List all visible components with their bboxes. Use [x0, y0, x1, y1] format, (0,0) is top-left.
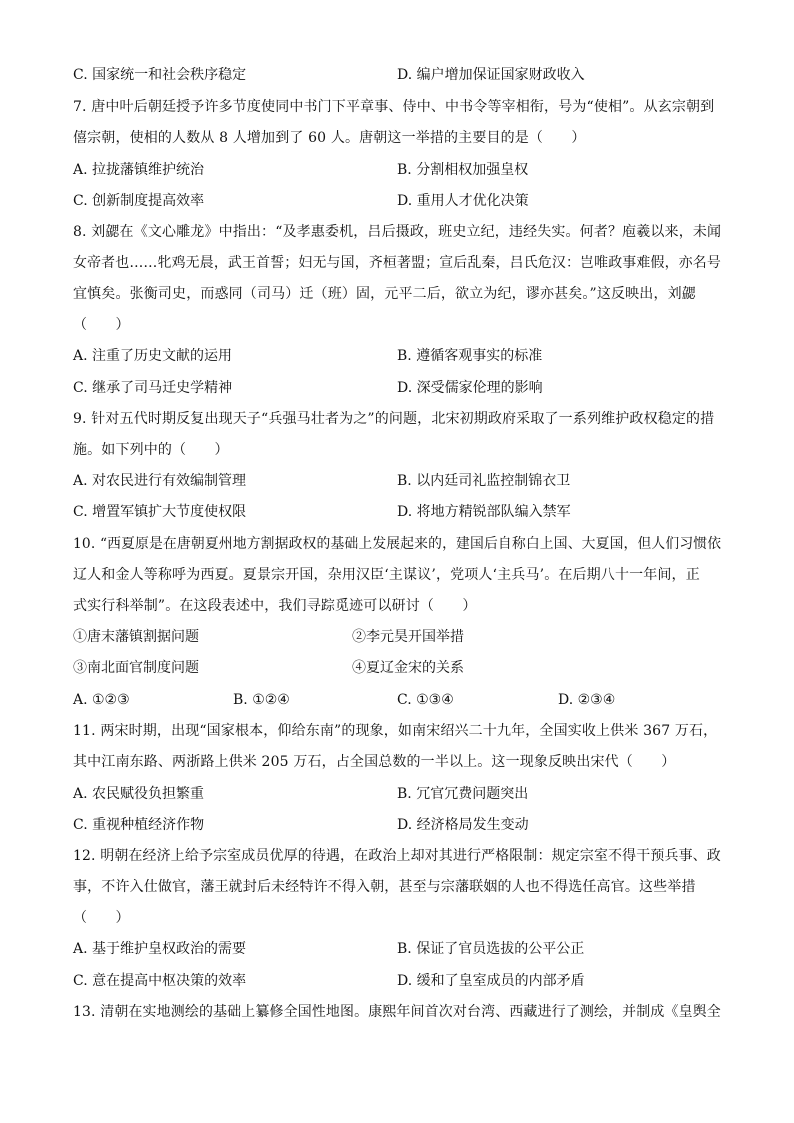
q11-option-a: A. 农民赋役负担繁重: [73, 786, 205, 802]
q12-option-a: A. 基于维护皇权政治的需要: [73, 941, 247, 957]
q9-option-c: C. 增置军镇扩大节度使权限: [73, 504, 247, 520]
q11-option-b: B. 冗官冗费问题突出: [397, 786, 529, 802]
q10-item-4: ④夏辽金宋的关系: [352, 660, 464, 676]
q7-option-b: B. 分割相权加强皇权: [397, 162, 529, 178]
q12-stem-line: （ ）: [73, 910, 130, 926]
q12-stem-line: 12. 明朝在经济上给予宗室成员优厚的待遇，在政治上却对其进行严格限制：规定宗室不得干预兵事、政: [73, 848, 721, 864]
q6-option-c: C. 国家统一和社会秩序稳定: [73, 67, 247, 83]
q11-stem-line: 其中江南东路、两浙路上供米 205 万石，占全国总数的一半以上。这一现象反映出宋代（ ）: [73, 754, 676, 770]
q6-option-d: D. 编户增加保证国家财政收入: [397, 67, 585, 83]
q10-stem-line: 10. “西夏原是在唐朝夏州地方割据政权的基础上发展起来的，建国后自称白上国、大夏国，但人们习惯依: [73, 536, 722, 552]
q9-stem-line: 9. 针对五代时期反复出现天子“兵强马壮者为之”的问题，北宋初期政府采取了一系列维护政权稳定的措: [73, 411, 715, 427]
q8-stem-line: 8. 刘勰在《文心雕龙》中指出：“及孝惠委机，吕后摄政，班史立纪，违经失实。何者？庖羲以来，未闻: [73, 224, 722, 240]
q8-option-b: B. 遵循客观事实的标准: [397, 348, 543, 364]
q10-item-2: ②李元昊开国举措: [352, 629, 464, 645]
q8-option-a: A. 注重了历史文献的运用: [73, 348, 233, 364]
q11-stem-line: 11. 两宋时期，出现“国家根本，仰给东南”的现象，如南宋绍兴二十九年，全国实收上供米 367 万石，: [73, 723, 718, 739]
q7-option-d: D. 重用人才优化决策: [397, 193, 529, 209]
q10-item-3: ③南北面官制度问题: [73, 660, 199, 676]
q8-option-d: D. 深受儒家伦理的影响: [397, 380, 543, 396]
q7-stem-line: 7. 唐中叶后朝廷授予许多节度使同中书门下平章事、侍中、中书令等宰相衔，号为“使相”。从玄宗朝到: [73, 99, 715, 115]
q8-stem-line: 女帝者也……牝鸡无晨，武王首誓；妇无与国，齐桓著盟；宣后乱秦，吕氏危汉：岂唯政事难假，亦名号: [73, 255, 721, 271]
q11-option-c: C. 重视种植经济作物: [73, 817, 205, 833]
q10-stem-line: 辽人和金人等称呼为西夏。夏景宗开国，杂用汉臣‘主谋议’，党项人‘主兵马’。在后期八十一年间，正: [73, 567, 700, 583]
q12-option-c: C. 意在提高中枢决策的效率: [73, 973, 247, 989]
q12-option-b: B. 保证了官员选拔的公平公正: [397, 941, 585, 957]
q7-option-c: C. 创新制度提高效率: [73, 193, 205, 209]
q10-option-a: A. ①②③: [73, 692, 130, 708]
q9-stem-line: 施。如下列中的（ ）: [73, 442, 229, 458]
q10-item-1: ①唐末藩镇割据问题: [73, 629, 199, 645]
q13-stem-line: 13. 清朝在实地测绘的基础上纂修全国性地图。康熙年间首次对台湾、西藏进行了测绘，并制成《皇舆全: [73, 1004, 721, 1020]
q9-option-a: A. 对农民进行有效编制管理: [73, 473, 247, 489]
q10-stem-line: 式实行科举制”。在这段表述中，我们寻踪觅迹可以研讨（ ）: [73, 598, 477, 614]
q12-option-d: D. 缓和了皇室成员的内部矛盾: [397, 973, 585, 989]
q11-option-d: D. 经济格局发生变动: [397, 817, 529, 833]
q7-option-a: A. 拉拢藩镇维护统治: [73, 162, 205, 178]
q8-stem-line: （ ）: [73, 317, 130, 333]
q8-stem-line: 宜慎矣。张衡司史，而惑同（司马）迁（班）固，元平二后，欲立为纪，谬亦甚矣。”这反映出，刘勰: [73, 286, 696, 302]
q12-stem-line: 事，不许入仕做官，藩王就封后未经特许不得入朝，甚至与宗藩联姻的人也不得选任高官。这些举措: [73, 879, 696, 895]
q10-option-b: B. ①②④: [233, 692, 290, 708]
q9-option-d: D. 将地方精锐部队编入禁军: [397, 504, 571, 520]
q7-stem-line: 僖宗朝，使相的人数从 8 人增加到了 60 人。唐朝这一举措的主要目的是（ ）: [73, 130, 586, 146]
q9-option-b: B. 以内廷司礼监控制锦衣卫: [397, 473, 571, 489]
q8-option-c: C. 继承了司马迁史学精神: [73, 380, 233, 396]
q10-option-d: D. ②③④: [558, 692, 616, 708]
q10-option-c: C. ①③④: [397, 692, 454, 708]
